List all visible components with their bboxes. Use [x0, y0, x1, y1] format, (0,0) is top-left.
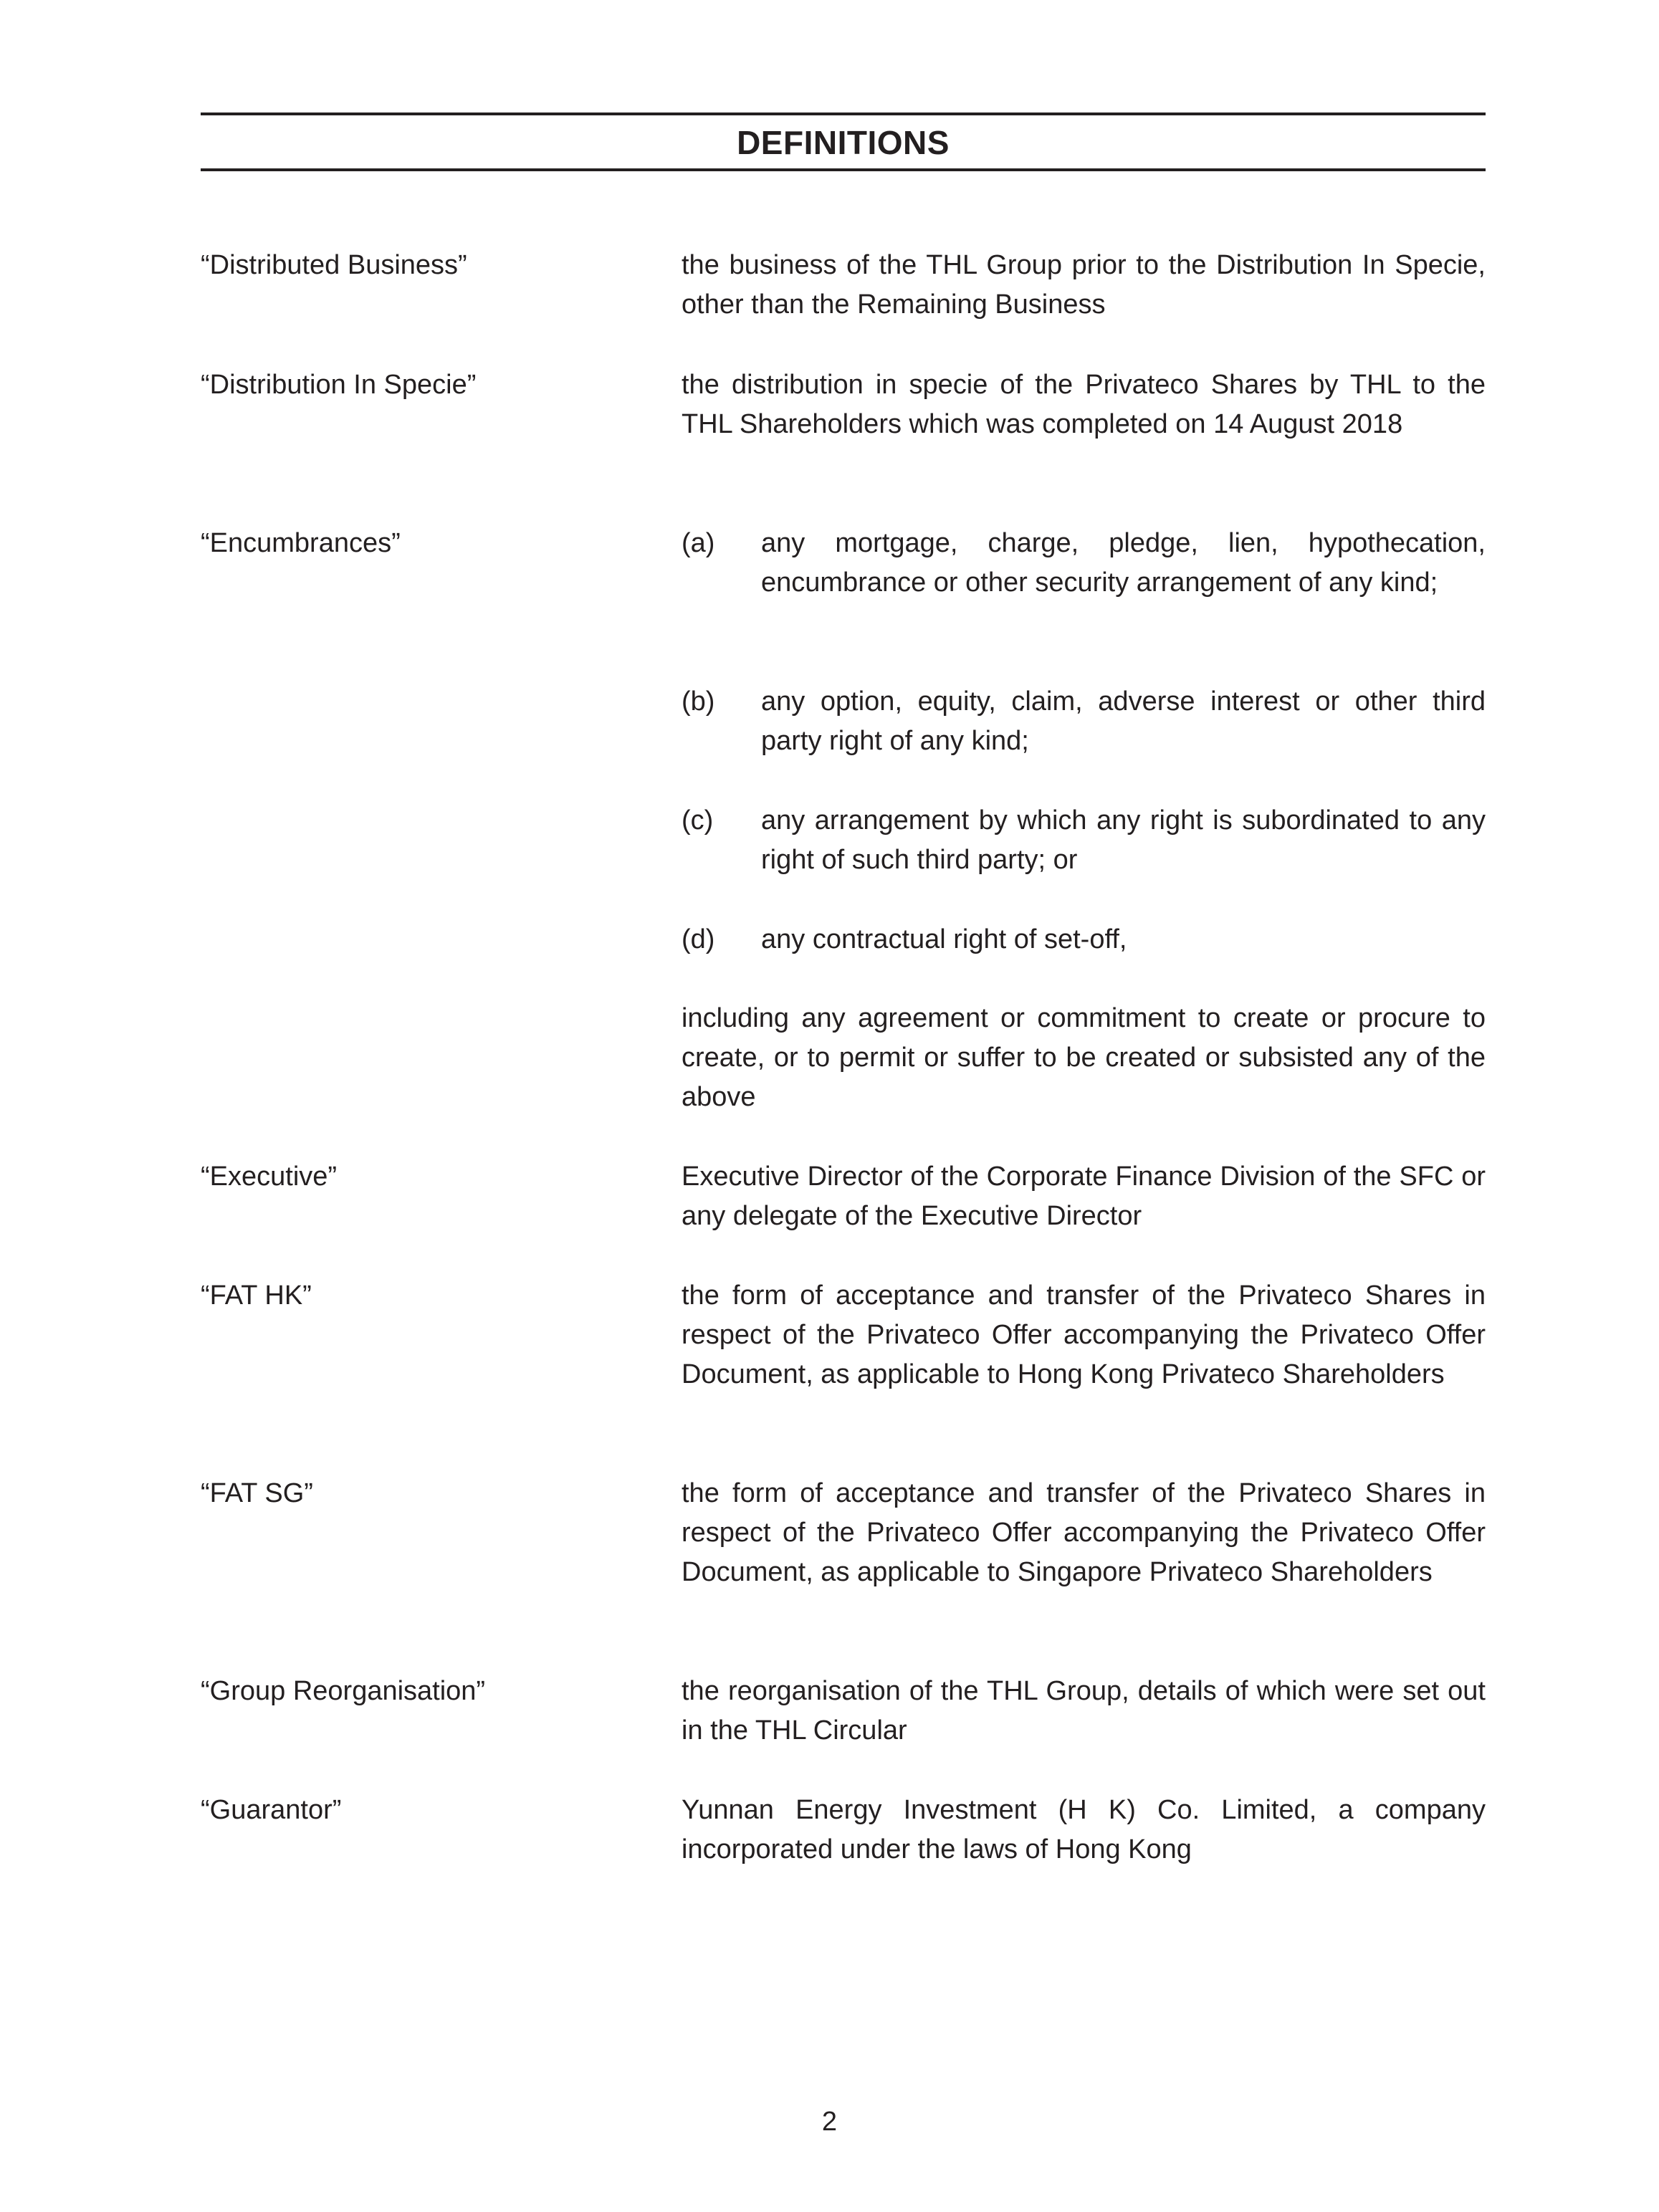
definition-list-item — [682, 801, 1486, 880]
definition-list-item — [682, 920, 1486, 959]
definition-list-item — [682, 682, 1486, 761]
list-item-text: any option, equity, claim, adverse interest or other third party right of any kind; — [761, 686, 1486, 756]
definition-term: “Group Reorganisation” — [201, 1676, 486, 1706]
definition-text: the reorganisation of the THL Group, details of which were set out in the THL Circular — [682, 1676, 1486, 1746]
definition-term: “FAT SG” — [201, 1478, 313, 1508]
definition-text: the form of acceptance and transfer of the Privateco Shares in respect of the Privateco Offer accompanying the Privateco Offer Document, as applicable to Singapore Privateco Shareholders — [682, 1478, 1486, 1587]
definition-text: the form of acceptance and transfer of the Privateco Shares in respect of the Privateco Offer accompanying the Privateco Offer Document, as applicable to Hong Kong Privateco Shareholders — [682, 1280, 1486, 1389]
definition-text: Yunnan Energy Investment (H K) Co. Limited, a company incorporated under the laws of Hong Kong — [682, 1795, 1486, 1864]
list-item-text: any contractual right of set-off, — [761, 924, 1127, 954]
definition-term: “Distributed Business” — [201, 250, 467, 280]
definition-text: the business of the THL Group prior to the Distribution In Specie, other than the Remaining Business — [682, 250, 1486, 320]
page-heading: DEFINITIONS — [737, 124, 950, 161]
definition-term: “Guarantor” — [201, 1795, 342, 1825]
definition-term: “Distribution In Specie” — [201, 370, 477, 400]
heading-top-rule — [201, 112, 1486, 115]
list-item-text: any arrangement by which any right is subordinated to any right of such third party; or — [761, 805, 1486, 875]
definition-term: “Executive” — [201, 1162, 338, 1192]
definition-closing-text: including any agreement or commitment to create or procure to create, or to permit or suffer to be created or subsisted any of the above — [682, 1003, 1486, 1112]
heading-bottom-rule — [201, 168, 1486, 171]
list-item-label: (c) — [682, 805, 714, 836]
definition-text: Executive Director of the Corporate Finance Division of the SFC or any delegate of the Executive Director — [682, 1162, 1486, 1231]
definition-list-item — [682, 524, 1486, 603]
list-item-text: any mortgage, charge, pledge, lien, hypothecation, encumbrance or other security arrangement of any kind; — [761, 528, 1486, 598]
definition-text: the distribution in specie of the Privateco Shares by THL to the THL Shareholders which was completed on 14 August 2018 — [682, 370, 1486, 439]
list-item-label: (d) — [682, 924, 715, 954]
list-item-label: (b) — [682, 686, 715, 717]
list-item-label: (a) — [682, 528, 715, 558]
definition-term: “Encumbrances” — [201, 528, 401, 558]
page-number: 2 — [821, 2107, 838, 2137]
definition-term: “FAT HK” — [201, 1280, 312, 1311]
